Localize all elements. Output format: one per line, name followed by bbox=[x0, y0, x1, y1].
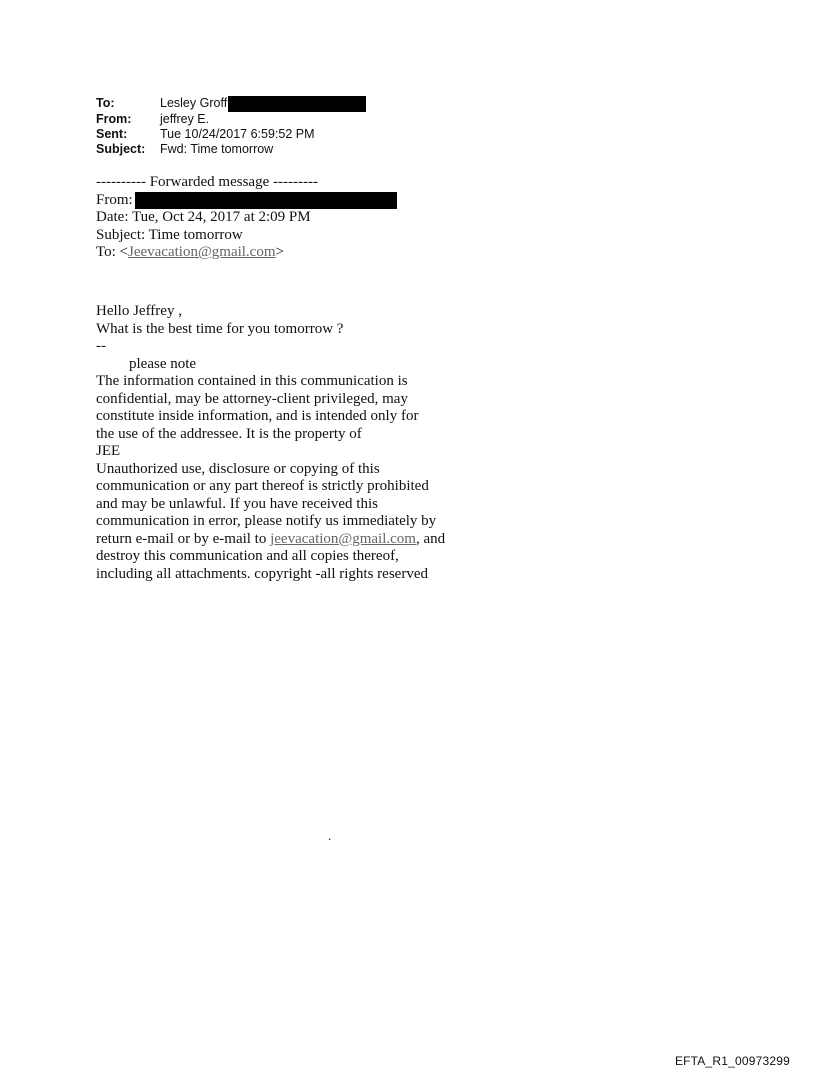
disclaimer-line: confidential, may be attorney-client privileged, may bbox=[96, 390, 408, 407]
stray-dot: . bbox=[328, 828, 332, 843]
disclaimer-line: JEE bbox=[96, 443, 121, 459]
greeting: Hello Jeffrey , bbox=[96, 303, 182, 319]
disclaimer-line: communication in error, please notify us immediately by bbox=[96, 513, 437, 529]
header-subject-row bbox=[96, 142, 366, 157]
forwarded-to-suffix: > bbox=[275, 244, 284, 260]
from-label: From: bbox=[96, 112, 132, 126]
disclaimer-line: and may be unlawful. If you have received this bbox=[96, 495, 378, 512]
sent-value: Tue 10/24/2017 6:59:52 PM bbox=[160, 127, 315, 141]
sent-label: Sent: bbox=[96, 127, 128, 141]
please-note-line: please note bbox=[129, 355, 197, 372]
return-prefix: return e-mail or by e-mail to bbox=[96, 530, 271, 547]
question-line: What is the best time for you tomorrow ? bbox=[96, 320, 344, 337]
header-to-row bbox=[96, 96, 366, 112]
subject-label: Subject: bbox=[96, 142, 146, 156]
document-id-footer: EFTA_R1_00973299 bbox=[674, 1054, 790, 1068]
disclaimer-line: Unauthorized use, disclosure or copying of this bbox=[96, 460, 380, 477]
forwarded-to-email-link[interactable]: Jeevacation@gmail.com bbox=[128, 244, 276, 260]
to-name: Lesley Groff bbox=[160, 96, 228, 110]
header-sent-row bbox=[96, 127, 366, 142]
header-from-row bbox=[96, 112, 366, 127]
to-value bbox=[160, 96, 366, 112]
forwarded-to-prefix: To: < bbox=[96, 244, 128, 260]
to-label: To: bbox=[96, 96, 115, 110]
disclaimer-line: the use of the addressee. It is the property of bbox=[96, 425, 362, 442]
subject-value: Fwd: Time tomorrow bbox=[160, 142, 274, 156]
forwarded-message-block bbox=[96, 174, 397, 262]
from-value: jeffrey E. bbox=[160, 112, 210, 126]
redaction-box bbox=[135, 192, 397, 209]
disclaimer-line: constitute inside information, and is intended only for bbox=[96, 408, 419, 424]
disclaimer-line: communication or any part thereof is strictly prohibited bbox=[96, 478, 429, 494]
forwarded-subject-line: Subject: Time tomorrow bbox=[96, 226, 243, 243]
forwarded-from-line bbox=[96, 192, 397, 210]
redaction-box bbox=[228, 96, 366, 112]
disclaimer-line: including all attachments. copyright -all rights reserved bbox=[96, 565, 428, 582]
forwarded-separator: ---------- Forwarded message --------- bbox=[96, 174, 318, 190]
disclaimer-email-link[interactable]: jeevacation@gmail.com bbox=[270, 530, 416, 547]
return-suffix: , and bbox=[415, 530, 446, 547]
disclaimer-return-line bbox=[96, 531, 445, 549]
forwarded-from-label: From: bbox=[96, 191, 133, 208]
email-header bbox=[96, 96, 366, 157]
message-body bbox=[96, 303, 445, 583]
disclaimer-line: destroy this communication and all copies thereof, bbox=[96, 548, 399, 564]
forwarded-to-line bbox=[96, 244, 397, 262]
forwarded-date-line: Date: Tue, Oct 24, 2017 at 2:09 PM bbox=[96, 209, 311, 225]
signature-separator: -- bbox=[96, 338, 106, 354]
disclaimer-line: The information contained in this communication is bbox=[96, 373, 408, 389]
